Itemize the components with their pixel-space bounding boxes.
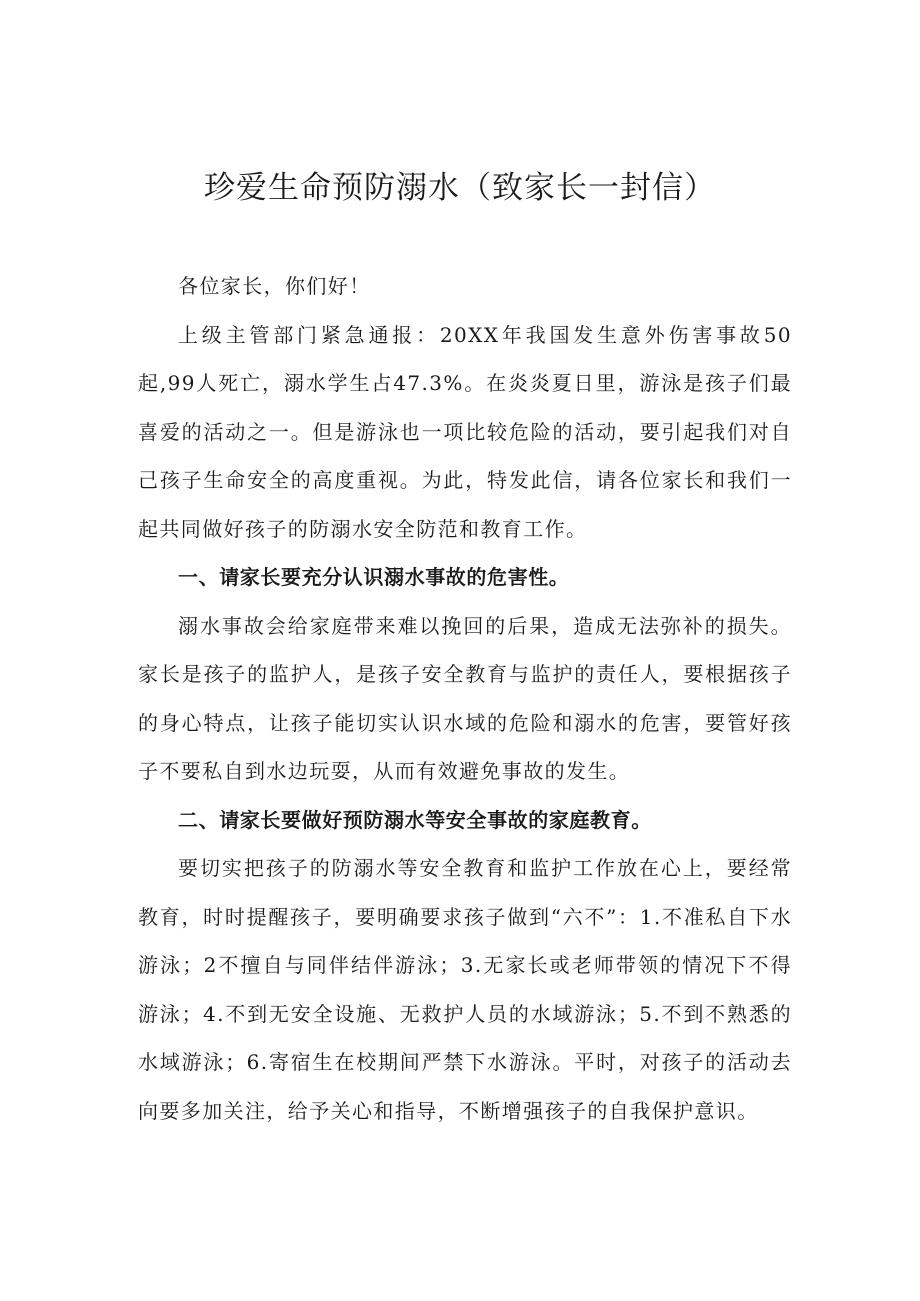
intro-paragraph: 上级主管部门紧急通报：20XX年我国发生意外伤害事故50起,99人死亡，溺水学生占47.3%。在炎炎夏日里，游泳是孩子们最喜爱的活动之一。但是游泳也一项比较危险的活动，要引起我们对自己孩子生命安全的高度重视。为此，特发此信，请各位家长和我们一起共同做好孩子的防溺水安全防范和教育工作。: [138, 322, 792, 541]
section-heading-2: 二、请家长要做好预防溺水等安全事故的家庭教育。: [178, 807, 652, 832]
section-paragraph-2: 要切实把孩子的防溺水等安全教育和监护工作放在心上，要经常教育，时时提醒孩子，要明确要求孩子做到“六不”：1.不准私自下水游泳；2不擅自与同伴结伴游泳；3.无家长或老师带领的情况下不得游泳；4.不到无安全设施、无救护人员的水域游泳；5.不到不熟悉的水域游泳；6.寄宿生在校期间严禁下水游泳。平时，对孩子的活动去向要多加关注，给予关心和指导，不断增强孩子的自我保护意识。: [138, 856, 792, 1123]
document-title: 珍爱生命预防溺水（致家长一封信）: [204, 170, 716, 206]
section-paragraph-1: 溺水事故会给家庭带来难以挽回的后果，造成无法弥补的损失。家长是孩子的监护人，是孩子安全教育与监护的责任人，要根据孩子的身心特点，让孩子能切实认识水域的危险和溺水的危害，要管好孩子不要私自到水边玩耍，从而有效避免事故的发生。: [138, 613, 792, 783]
greeting: 各位家长，你们好！: [178, 274, 371, 298]
letter-body: [138, 262, 792, 1135]
section-heading-1: 一、请家长要充分认识溺水事故的危害性。: [178, 565, 570, 589]
